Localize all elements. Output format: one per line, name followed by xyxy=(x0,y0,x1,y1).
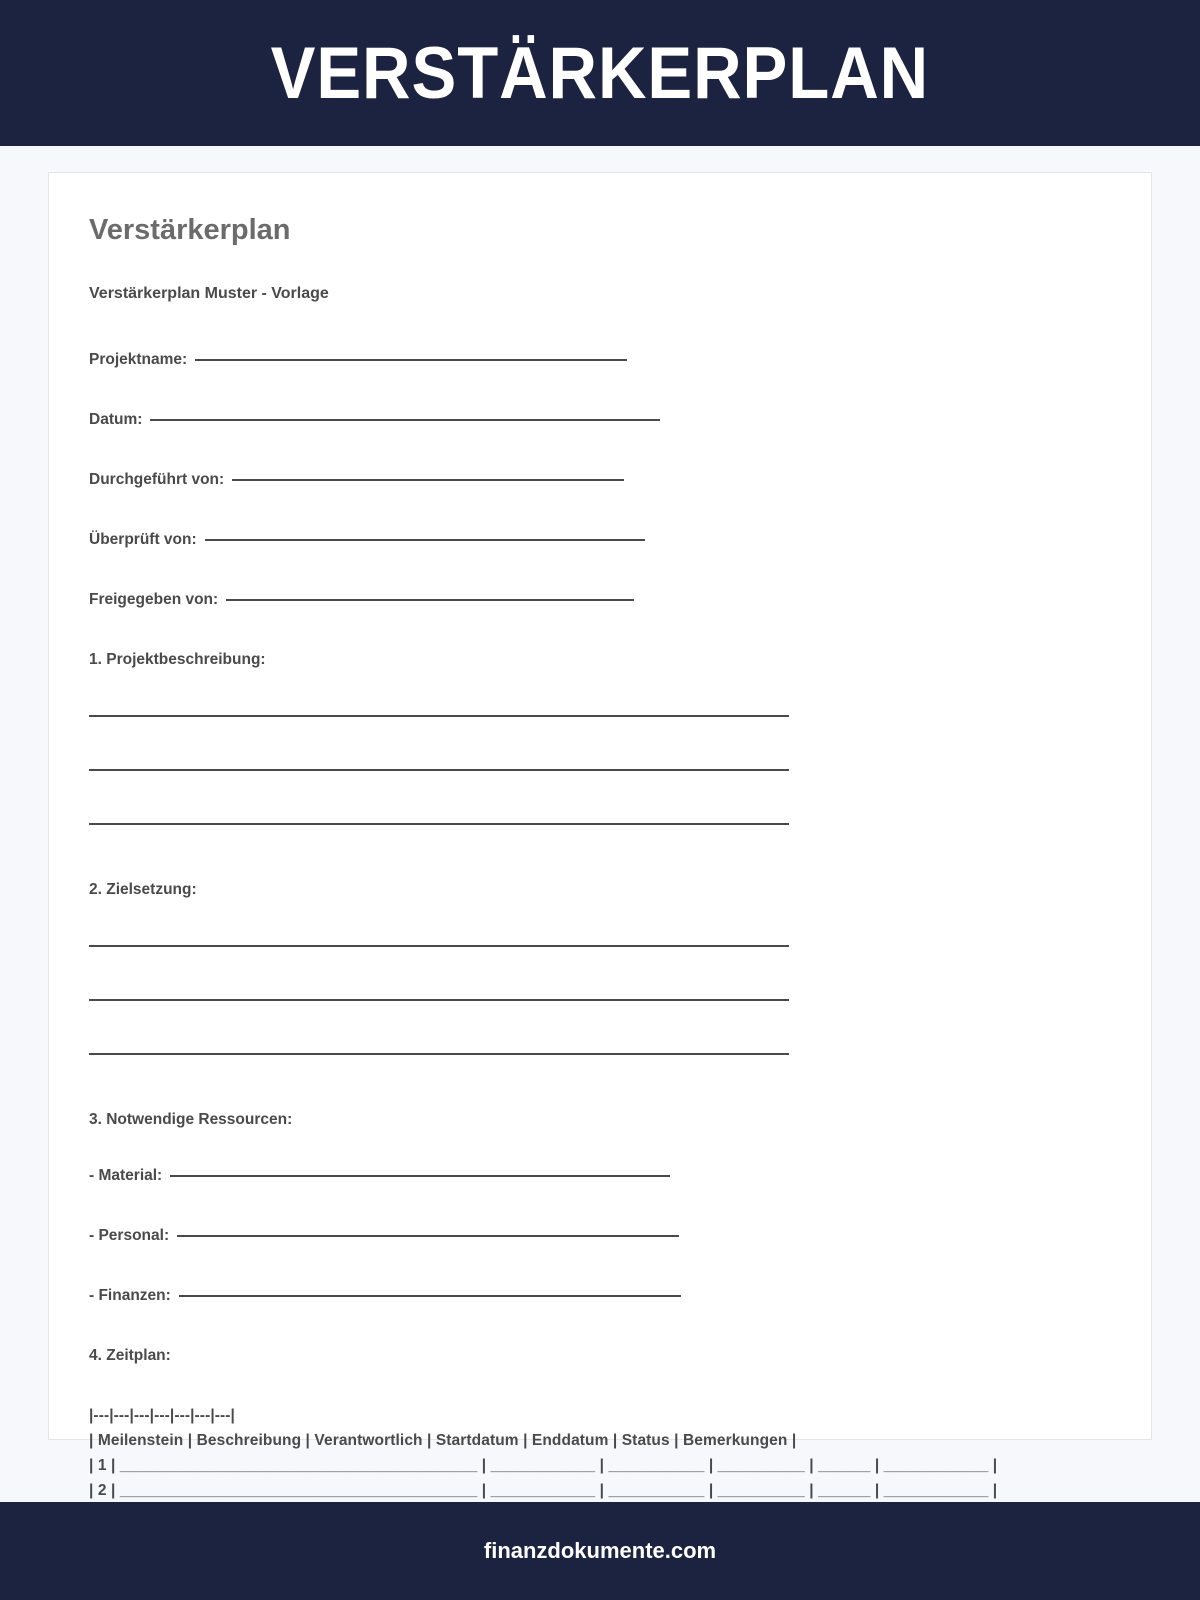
document-title: Verstärkerplan xyxy=(89,214,291,246)
zeitplan-separator-row: |---|---|---|---|---|---|---| xyxy=(89,1406,235,1424)
field-row-datum[interactable] xyxy=(89,411,1113,429)
field-row-projektname[interactable] xyxy=(89,351,1113,369)
write-line[interactable] xyxy=(89,1053,789,1055)
section-heading-projektbeschreibung: 1. Projektbeschreibung: xyxy=(89,650,266,668)
field-row-ueberprueft-von[interactable] xyxy=(89,531,1113,549)
resource-row-finanzen[interactable] xyxy=(89,1287,1113,1305)
document-sheet-area xyxy=(0,146,1200,1502)
field-label-ueberprueft-von: Überprüft von: xyxy=(89,530,197,548)
section-heading-zeitplan: 4. Zeitplan: xyxy=(89,1346,171,1364)
section-zielsetzung xyxy=(89,881,1113,1055)
resource-rule-personal[interactable] xyxy=(177,1235,679,1237)
resource-label-personal: - Personal: xyxy=(89,1226,170,1244)
field-label-freigegeben-von: Freigegeben von: xyxy=(89,590,219,608)
section-heading-notwendige-ressourcen: 3. Notwendige Ressourcen: xyxy=(89,1110,293,1128)
write-line[interactable] xyxy=(89,823,789,825)
resource-label-material: - Material: xyxy=(89,1166,163,1184)
resource-row-material[interactable] xyxy=(89,1167,1113,1185)
page-header-banner xyxy=(0,0,1200,146)
resource-label-finanzen: - Finanzen: xyxy=(89,1286,171,1304)
page-footer-banner xyxy=(0,1502,1200,1600)
zeitplan-data-row-1[interactable]: | 1 | _________________________________________ | ____________ | ___________ | __________ | ______ | ____________ | xyxy=(89,1457,998,1475)
write-line[interactable] xyxy=(89,715,789,717)
field-rule-datum[interactable] xyxy=(150,419,660,421)
zeitplan-data-row-2[interactable]: | 2 | _________________________________________ | ____________ | ___________ | __________ | ______ | ____________ | xyxy=(89,1482,998,1500)
field-rule-projektname[interactable] xyxy=(195,359,627,361)
write-line[interactable] xyxy=(89,769,789,771)
resource-row-personal[interactable] xyxy=(89,1227,1113,1245)
header-fields-group xyxy=(89,351,1113,609)
field-row-durchgefuehrt-von[interactable] xyxy=(89,471,1113,489)
field-label-durchgefuehrt-von: Durchgeführt von: xyxy=(89,470,225,488)
resource-rule-material[interactable] xyxy=(170,1175,670,1177)
zeitplan-table xyxy=(89,1403,1113,1503)
section-notwendige-ressourcen xyxy=(89,1111,1113,1305)
section-heading-zielsetzung: 2. Zielsetzung: xyxy=(89,880,197,898)
write-line[interactable] xyxy=(89,945,789,947)
section-zeitplan xyxy=(89,1347,1113,1503)
field-row-freigegeben-von[interactable] xyxy=(89,591,1113,609)
field-rule-ueberprueft-von[interactable] xyxy=(205,539,645,541)
field-rule-durchgefuehrt-von[interactable] xyxy=(232,479,624,481)
zeitplan-header-row: | Meilenstein | Beschreibung | Verantwortlich | Startdatum | Enddatum | Status | Bemerkungen | xyxy=(89,1432,797,1449)
field-label-datum: Datum: xyxy=(89,410,143,428)
footer-site-name: finanzdokumente.com xyxy=(483,1538,717,1563)
page-header-title: VERSTÄRKERPLAN xyxy=(270,32,930,114)
document-subtitle: Verstärkerplan Muster - Vorlage xyxy=(89,284,329,302)
field-rule-freigegeben-von[interactable] xyxy=(226,599,634,601)
resource-rule-finanzen[interactable] xyxy=(179,1295,681,1297)
section-projektbeschreibung xyxy=(89,651,1113,825)
write-line[interactable] xyxy=(89,999,789,1001)
document-card xyxy=(48,172,1152,1500)
field-label-projektname: Projektname: xyxy=(89,350,188,368)
